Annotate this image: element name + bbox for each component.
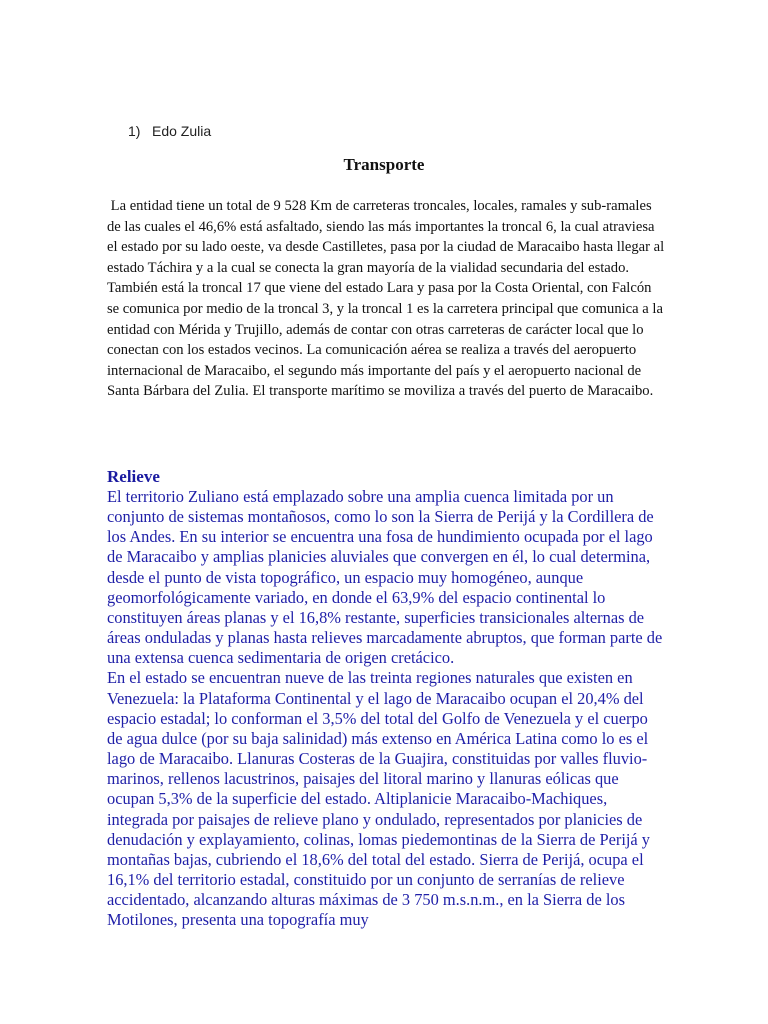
- relieve-body: [107, 487, 667, 930]
- paragraph-relieve-2: En el estado se encuentran nueve de las treinta regiones naturales que existen en Venezuela: la Plataforma Continental y el lago de Maracaibo ocupan el 20,4% del espacio estadal; lo conforman el 3,5% del total del Golfo de Venezuela y el cuerpo de agua dulce (por su baja salinidad) más extenso en América Latina como lo es el lago de Maracaibo. Llanuras Costeras de la Guajira, constituidas por valles fluvio-marinos, rellenos lacustrinos, paisajes del litoral marino y llanuras eólicas que ocupan 5,3% de la superficie del estado. Altiplanicie Maracaibo-Machiques, integrada por paisajes de relieve plano y ondulado, representados por planicies de denudación y explayamiento, colinas, lomas piedemontinas de la Sierra de Perijá y montañas bajas, cubriendo el 18,6% del total del estado. Sierra de Perijá, ocupa el 16,1% del territorio estadal, constituido por un conjunto de serranías de relieve accidentado, alcanzando alturas máximas de 3 750 m.s.n.m., en la Sierra de los Motilones, presenta una topografía muy: [107, 668, 651, 930]
- list-number: 1): [128, 123, 141, 139]
- paragraph-relieve-1: El territorio Zuliano está emplazado sobre una amplia cuenca limitada por un conjunto de sistemas montañosos, como lo son la Sierra de Perijá y la Cordillera de los Andes. En su interior se encuentra una fosa de hundimiento ocupada por el lago de Maracaibo y amplias planicies aluviales que convergen en él, lo cual determina, desde el punto de vista topográfico, un espacio muy homogéneo, aunque geomorfológicamente variado, en donde el 63,9% del espacio continental lo constituyen áreas planas y el 16,8% restante, superficies transicionales alternas de áreas onduladas y planas hasta relieves marcadamente abruptos, que forman parte de una extensa cuenca sedimentaria de origen cretácico.: [107, 487, 663, 668]
- numbered-list-item: [128, 123, 211, 139]
- paragraph-transporte: La entidad tiene un total de 9 528 Km de carreteras troncales, locales, ramales y sub-ramales de las cuales el 46,6% está asfaltado, siendo las más importantes la troncal 6, la cual atraviesa el estado por su lado oeste, va desde Castilletes, pasa por la ciudad de Maracaibo hasta llegar al estado Táchira y a la cual se conecta la gran mayoría de la vialidad secundaria del estado. También está la troncal 17 que viene del estado Lara y pasa por la Costa Oriental, con Falcón se comunica por medio de la troncal 3, y la troncal 1 es la carretera principal que comunica a la entidad con Mérida y Trujillo, además de contar con otras carreteras de carácter local que lo conectan con los estados vecinos. La comunicación aérea se realiza a través del aeropuerto internacional de Maracaibo, el segundo más importante del país y el aeropuerto nacional de Santa Bárbara del Zulia. El transporte marítimo se moviliza a través del puerto de Maracaibo.: [107, 198, 665, 400]
- section-heading-relieve: Relieve: [107, 467, 160, 486]
- section-title-transporte: Transporte: [343, 155, 425, 174]
- list-label: Edo Zulia: [152, 123, 212, 139]
